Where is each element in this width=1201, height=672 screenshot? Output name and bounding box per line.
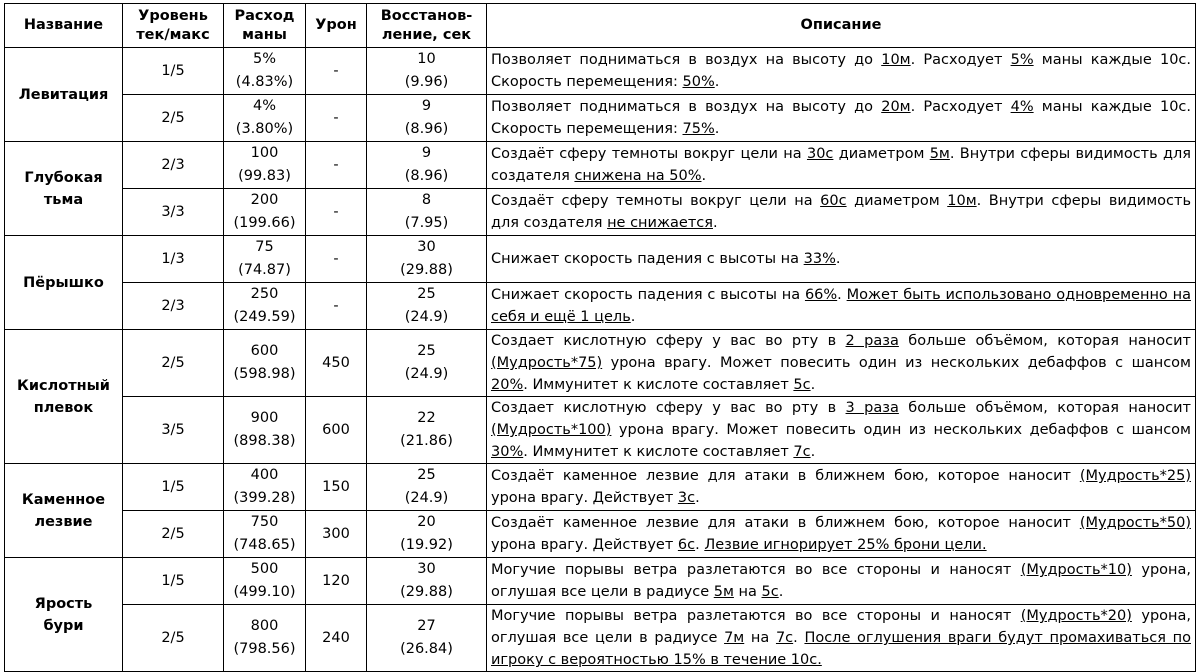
description-text: урона, оглушая все цели в радиусе	[491, 562, 1191, 600]
level-value: 2/5	[161, 629, 185, 646]
description-text: 5с	[793, 377, 811, 393]
damage-cell	[306, 558, 367, 605]
mana-value: 500	[250, 561, 279, 577]
description-text: . Внутри сферы видимость для создателя	[491, 193, 1192, 231]
cooldown-exact: (19.92)	[400, 537, 453, 553]
description-text: 20м	[881, 99, 911, 115]
cooldown-value: 27	[417, 618, 436, 634]
table-row	[5, 558, 1196, 605]
cooldown-value: 22	[417, 410, 436, 426]
cooldown-cell	[367, 189, 487, 236]
mana-cell	[224, 283, 306, 330]
header-row	[5, 4, 1196, 48]
cooldown-cell	[367, 511, 487, 558]
description-text: После оглушения враги будут промахиваться по игроку с вероятностью 15% в течение 10с.	[491, 630, 1191, 668]
description-text: Создаёт сферу темноты вокруг цели на	[491, 193, 821, 209]
spell-name: Ярость	[34, 595, 93, 612]
damage-cell	[306, 605, 367, 672]
level-value: 2/5	[161, 354, 185, 371]
header-description: Описание	[487, 4, 1196, 48]
description-cell	[487, 464, 1196, 511]
description-text: снижена на 50%	[574, 168, 702, 184]
mana-exact: (249.59)	[233, 309, 296, 325]
description-text: 3 раза	[845, 400, 899, 416]
damage-value: -	[333, 62, 339, 79]
description-text: (Мудрость*50)	[1079, 515, 1191, 531]
description-text: 5м	[713, 584, 734, 600]
table-row	[5, 95, 1196, 142]
spell-name-cell	[5, 558, 123, 672]
cooldown-exact: (24.9)	[404, 309, 449, 325]
level-value: 1/5	[161, 62, 185, 79]
damage-value: 120	[322, 572, 350, 589]
cooldown-exact: (7.95)	[404, 215, 449, 231]
description-text: . Иммунитет к кислоте составляет	[523, 377, 794, 393]
description-text: Создаёт каменное лезвие для атаки в ближнем бою, которое наносит	[491, 515, 1080, 531]
mana-cell	[224, 142, 306, 189]
description-text: Могучие порывы ветра разлетаются во все стороны и наносят	[491, 562, 1021, 578]
description-text: урона врагу. Может повесить один из нескольких дебаффов с шансом	[602, 355, 1191, 371]
description-text: маны каждые 10с. Скорость перемещения:	[491, 52, 1191, 90]
damage-value: 150	[322, 478, 350, 495]
damage-value: 300	[322, 525, 350, 542]
description-text: диаметром	[846, 193, 948, 209]
description-text: Позволяет подниматься в воздух на высоту до	[491, 52, 882, 68]
description-cell	[487, 95, 1196, 142]
cooldown-cell	[367, 330, 487, 397]
level-cell	[123, 397, 224, 464]
header-damage: Урон	[306, 4, 367, 48]
table-row	[5, 236, 1196, 283]
level-value: 3/5	[161, 421, 185, 438]
spell-name: Кислотный	[17, 377, 110, 394]
level-value: 1/5	[161, 572, 185, 589]
damage-value: -	[333, 156, 339, 173]
cooldown-value: 25	[417, 467, 436, 483]
mana-exact: (199.66)	[233, 215, 296, 231]
description-text: Создает кислотную сферу у вас во рту в	[491, 333, 846, 349]
mana-cell	[224, 189, 306, 236]
description-text: урона врагу. Действует	[491, 537, 678, 553]
cooldown-cell	[367, 464, 487, 511]
cooldown-cell	[367, 95, 487, 142]
header-level: Уровень тек/макс	[123, 4, 224, 48]
spell-name: Левитация	[18, 86, 109, 103]
description-text: .	[630, 309, 636, 325]
spell-name-cell	[5, 48, 123, 142]
description-text: Снижает скорость падения с высоты на	[491, 287, 805, 303]
cooldown-value: 20	[417, 514, 436, 530]
description-text: 75%	[682, 121, 715, 137]
cooldown-exact: (29.88)	[400, 584, 453, 600]
table-row	[5, 330, 1196, 397]
cooldown-value: 9	[421, 98, 432, 114]
description-text: . Иммунитет к кислоте составляет	[523, 444, 794, 460]
description-text: не снижается	[607, 215, 713, 231]
description-cell	[487, 511, 1196, 558]
description-cell	[487, 558, 1196, 605]
mana-exact: (74.87)	[238, 262, 291, 278]
level-cell	[123, 189, 224, 236]
level-value: 1/5	[161, 478, 185, 495]
description-text: (Мудрость*10)	[1020, 562, 1132, 578]
cooldown-value: 30	[417, 239, 436, 255]
spell-name-line2: бури	[43, 617, 84, 634]
level-cell	[123, 330, 224, 397]
description-text: .	[695, 537, 705, 553]
damage-cell	[306, 511, 367, 558]
damage-cell	[306, 48, 367, 95]
description-text: диаметром	[833, 146, 930, 162]
table-row	[5, 142, 1196, 189]
mana-value: 600	[250, 343, 279, 359]
description-text: больше объёмом, которая наносит	[898, 400, 1191, 416]
description-text: (Мудрость*25)	[1079, 468, 1191, 484]
level-value: 1/3	[161, 250, 185, 267]
description-text: 7м	[724, 630, 745, 646]
description-text: 10м	[881, 52, 911, 68]
description-text: 66%	[804, 287, 838, 303]
mana-value: 900	[250, 410, 279, 426]
cooldown-value: 9	[421, 145, 432, 161]
table-row	[5, 48, 1196, 95]
mana-value: 5%	[252, 51, 276, 67]
cooldown-value: 8	[421, 192, 432, 208]
description-text: (Мудрость*100)	[491, 422, 612, 438]
spell-name-cell	[5, 142, 123, 236]
spell-name: Каменное	[21, 491, 106, 508]
damage-cell	[306, 189, 367, 236]
damage-value: -	[333, 297, 339, 314]
cooldown-value: 25	[417, 343, 436, 359]
cooldown-value: 30	[417, 561, 436, 577]
mana-value: 250	[250, 286, 279, 302]
description-text: .	[714, 121, 720, 137]
description-text: . Расходует	[910, 52, 1011, 68]
description-text: урона врагу. Действует	[491, 490, 678, 506]
table-row	[5, 189, 1196, 236]
description-cell	[487, 397, 1196, 464]
description-text: 5%	[1010, 52, 1034, 68]
level-value: 2/3	[161, 297, 185, 314]
table-row	[5, 511, 1196, 558]
spell-name: Пёрышко	[23, 274, 104, 291]
table-row	[5, 397, 1196, 464]
description-text: .	[793, 630, 805, 646]
cooldown-exact: (26.84)	[400, 641, 453, 657]
description-text: .	[835, 251, 841, 267]
spell-name-line2: лезвие	[34, 513, 93, 530]
cooldown-exact: (29.88)	[400, 262, 453, 278]
damage-cell	[306, 464, 367, 511]
cooldown-exact: (8.96)	[404, 168, 449, 184]
level-cell	[123, 464, 224, 511]
description-text: 20%	[491, 377, 524, 393]
mana-exact: (3.80%)	[235, 121, 294, 137]
table-row	[5, 283, 1196, 330]
description-text: 10м	[947, 193, 977, 209]
mana-cell	[224, 397, 306, 464]
damage-cell	[306, 330, 367, 397]
cooldown-value: 10	[417, 51, 436, 67]
mana-exact: (399.28)	[233, 490, 296, 506]
description-cell	[487, 189, 1196, 236]
table-row	[5, 464, 1196, 511]
spell-name-line2: тьма	[43, 191, 84, 208]
description-text: Может быть использовано одновременно на себя и ещё 1 цель	[491, 287, 1191, 325]
cooldown-cell	[367, 397, 487, 464]
description-text: маны каждые 10с. Скорость перемещения:	[491, 99, 1191, 137]
description-text: на	[733, 584, 762, 600]
level-cell	[123, 511, 224, 558]
description-text: Лезвие игнорирует 25% брони цели.	[704, 537, 987, 553]
description-cell	[487, 236, 1196, 283]
mana-exact: (798.56)	[233, 641, 296, 657]
description-text: .	[712, 215, 718, 231]
spell-name: Глубокая	[24, 169, 103, 186]
description-text: Создаёт сферу темноты вокруг цели на	[491, 146, 807, 162]
description-text: Могучие порывы ветра разлетаются во все стороны и наносят	[491, 608, 1021, 624]
damage-value: -	[333, 109, 339, 126]
spells-table	[4, 3, 1196, 672]
description-text: .	[810, 377, 816, 393]
damage-cell	[306, 283, 367, 330]
damage-value: -	[333, 203, 339, 220]
spell-name-line2: плевок	[33, 399, 94, 416]
description-text: урона, оглушая все цели в радиусе	[491, 608, 1191, 646]
spell-name-cell	[5, 330, 123, 464]
cooldown-value: 25	[417, 286, 436, 302]
mana-value: 4%	[252, 98, 276, 114]
description-text: .	[810, 444, 816, 460]
mana-value: 75	[255, 239, 274, 255]
description-text: 3с	[677, 490, 696, 506]
description-text: 5м	[929, 146, 950, 162]
cooldown-exact: (24.9)	[404, 490, 449, 506]
damage-value: 600	[322, 421, 350, 438]
cooldown-cell	[367, 142, 487, 189]
description-text: Снижает скорость падения с высоты на	[491, 251, 804, 267]
description-text: .	[837, 287, 847, 303]
level-value: 2/5	[161, 109, 185, 126]
description-text: 5с	[761, 584, 779, 600]
spell-name-cell	[5, 464, 123, 558]
table-body	[5, 48, 1196, 672]
level-value: 2/5	[161, 525, 185, 542]
level-cell	[123, 48, 224, 95]
description-text: 30с	[806, 146, 834, 162]
cooldown-cell	[367, 48, 487, 95]
damage-value: 450	[322, 354, 350, 371]
level-value: 3/3	[161, 203, 185, 220]
level-cell	[123, 95, 224, 142]
description-text: 2 раза	[845, 333, 899, 349]
damage-value: 240	[322, 629, 350, 646]
description-text: (Мудрость*20)	[1020, 608, 1132, 624]
cooldown-cell	[367, 283, 487, 330]
cooldown-exact: (9.96)	[404, 74, 449, 90]
mana-cell	[224, 95, 306, 142]
mana-cell	[224, 236, 306, 283]
header-cooldown: Восстанов- ление, сек	[367, 4, 487, 48]
description-text: Создаёт каменное лезвие для атаки в ближнем бою, которое наносит	[491, 468, 1080, 484]
damage-cell	[306, 95, 367, 142]
description-text: 33%	[803, 251, 836, 267]
description-text: 6с	[677, 537, 696, 553]
cooldown-exact: (21.86)	[400, 433, 453, 449]
spell-name-cell	[5, 236, 123, 330]
mana-value: 750	[250, 514, 279, 530]
description-text: . Расходует	[910, 99, 1011, 115]
mana-value: 100	[250, 145, 279, 161]
level-value: 2/3	[161, 156, 185, 173]
mana-cell	[224, 48, 306, 95]
mana-exact: (4.83%)	[235, 74, 294, 90]
level-cell	[123, 142, 224, 189]
description-text: .	[695, 490, 700, 506]
description-text: .	[701, 168, 707, 184]
cooldown-cell	[367, 605, 487, 672]
cooldown-exact: (8.96)	[404, 121, 449, 137]
damage-cell	[306, 236, 367, 283]
description-text: 4%	[1010, 99, 1034, 115]
description-text: .	[714, 74, 720, 90]
level-cell	[123, 283, 224, 330]
mana-exact: (99.83)	[238, 168, 291, 184]
description-text: Создает кислотную сферу у вас во рту в	[491, 400, 846, 416]
table-row	[5, 605, 1196, 672]
mana-exact: (748.65)	[233, 537, 296, 553]
mana-cell	[224, 558, 306, 605]
cooldown-cell	[367, 236, 487, 283]
description-text: 60с	[820, 193, 847, 209]
mana-cell	[224, 605, 306, 672]
description-cell	[487, 283, 1196, 330]
mana-value: 800	[250, 618, 279, 634]
description-cell	[487, 605, 1196, 672]
header-name: Название	[5, 4, 123, 48]
level-cell	[123, 236, 224, 283]
description-text: 7с	[775, 630, 794, 646]
level-cell	[123, 605, 224, 672]
mana-cell	[224, 511, 306, 558]
mana-cell	[224, 464, 306, 511]
mana-cell	[224, 330, 306, 397]
description-text: 7с	[793, 444, 811, 460]
description-text: 50%	[682, 74, 715, 90]
description-cell	[487, 330, 1196, 397]
header-mana: Расход маны	[224, 4, 306, 48]
mana-value: 400	[250, 467, 279, 483]
description-text: больше объёмом, которая наносит	[898, 333, 1191, 349]
damage-cell	[306, 397, 367, 464]
description-text: на	[744, 630, 776, 646]
description-cell	[487, 142, 1196, 189]
damage-value: -	[333, 250, 339, 267]
description-text: Позволяет подниматься в воздух на высоту до	[491, 99, 882, 115]
description-text: . Внутри сферы видимость для создателя	[491, 146, 1191, 184]
description-text: .	[778, 584, 784, 600]
cooldown-exact: (24.9)	[404, 366, 449, 382]
cooldown-cell	[367, 558, 487, 605]
mana-exact: (499.10)	[233, 584, 296, 600]
description-text: 30%	[491, 444, 524, 460]
description-text: урона врагу. Может повесить один из нескольких дебаффов с шансом	[611, 422, 1191, 438]
description-cell	[487, 48, 1196, 95]
damage-cell	[306, 142, 367, 189]
description-text: (Мудрость*75)	[491, 355, 603, 371]
mana-exact: (898.38)	[233, 433, 296, 449]
mana-exact: (598.98)	[233, 366, 296, 382]
level-cell	[123, 558, 224, 605]
mana-value: 200	[250, 192, 279, 208]
